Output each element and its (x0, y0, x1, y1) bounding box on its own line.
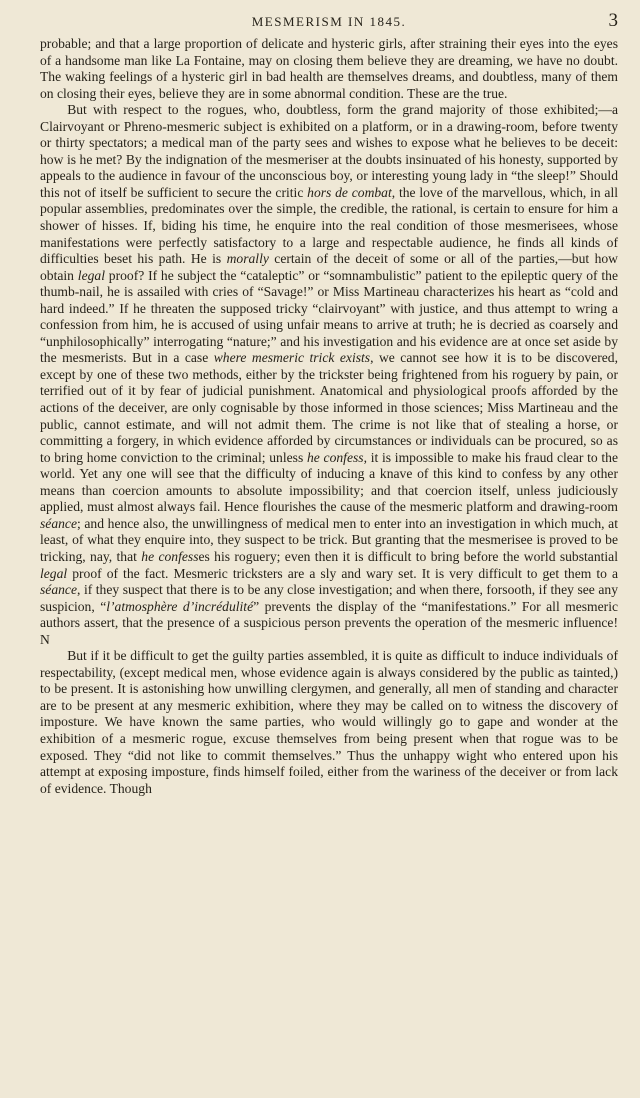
paragraph-3: But if it be difficult to get the guilty parties assembled, it is quite as difficult to induce individuals of respectability, (except medical men, whose evidence again is always considered by the public as tainted,) to be present. It is astonishing how unwilling clergymen, and generally, all men of standing and character are to be present at any mesmeric exhibition, where they may be called on to witness the discovery of imposture. We have known the same parties, who would willingly go to gape and wonder at the exhibition of a mesmeric rogue, excuse themselves from being present when that rogue was to be exposed. They “did not like to commit themselves.” Thus the unhappy wight who entered upon his attempt at exposing imposture, finds himself foiled, either from the wariness of the deceiver or from lack of evidence. Though (40, 648, 618, 796)
running-title: MESMERISM IN 1845. (251, 14, 407, 29)
body-text (40, 36, 618, 797)
paragraph-1: probable; and that a large proportion of delicate and hysteric girls, after straining their eyes into the eyes of a handsome man like La Fontaine, may on closing them believe they are dreaming, we have no doubt. The waking feelings of a hysteric girl in bad health are themselves dreams, and doubtless, many of them on closing their eyes, believe they are in some abnormal condition. These are the true. (40, 36, 618, 101)
paragraph-2: But with respect to the rogues, who, doubtless, form the grand majority of those exhibited;—a Clairvoyant or Phreno-mesmeric subject is exhibited on a platform, or in a drawing-room, before twenty or thirty spectators; a medical man of the party sees and wishes to expose what he believes to be deceit: how is he met? By the indignation of the mesmeriser at the doubts insinuated of his honesty, supported by appeals to the audience in favour of the unconscious boy, or interesting young lady in “the sleep!” Should this not of itself be sufficient to secure the critic hors de combat, the love of the marvellous, which, in all popular assemblies, predominates over the simple, the credible, the rational, is certain to ensure for him a shower of hisses. If, biding his time, he enquire into the real condition of those mesmerisees, whose manifestations were perfectly satisfactory to a large and respectable audience, he finds all kinds of difficulties beset his path. He is morally certain of the deceit of some or all of the parties,—but how obtain legal proof? If he subject the “cataleptic” or “somnambulistic” patient to the epileptic query of the thumb-nail, he is assailed with cries of “Savage!” or Miss Martineau characterizes his heart as “cold and hard indeed.” If he threaten the supposed tricky “clairvoyant” with justice, and thus attempt to wring a confession from him, he is accused of using unfair means to arrive at truth; he is decried as coarsely and “unphilosophically” interrogating “nature;” and his investigation and his evidence are at once set aside by the mesmerists. But in a case where mesmeric trick exists, we cannot see how it is to be discovered, except by one of these two methods, either by the trickster being frightened from his roguery by pain, or terrified out of it by fear of judicial punishment. Anatomical and physiological proofs afforded by the actions of the deceiver, are only cognisable by those informed in those sciences; Miss Martineau and the public, cannot estimate, and will not admit them. The crime is not like that of stealing a horse, or committing a forgery, in which evidence afforded by circumstances or individuals can be procured, so as to bring home conviction to the criminal; unless he confess, it is impossible to make his fraud clear to the world. Yet any one will see that the difficulty of inducing a knave of this kind to confess by any other means than coercion amounts to absolute impossibility; and that coercion itself, unless judiciously applied, must almost always fail. Hence flourishes the cause of the mesmeric platform and drawing-room séance; and hence also, the unwillingness of medical men to enter into an investigation in which much, at least, of what they enquire into, they suspect to be trick. But granting that the mesmerisee is proved to be tricking, nay, that he confesses his roguery; even then it is difficult to bring before the world substantial legal proof of the fact. Mesmeric tricksters are a sly and wary set. It is very difficult to get them to a séance, if they suspect that there is to be any close investigation; and when there, forsooth, if they see any suspicion, “l’atmosphère d’incrédulité” prevents the display of the “manifestations.” For all mesmeric authors assert, that the presence of a suspicious person prevents the operation of the mesmeric influence! N (40, 102, 619, 647)
page-number: 3 (608, 10, 618, 31)
running-head (40, 10, 618, 36)
